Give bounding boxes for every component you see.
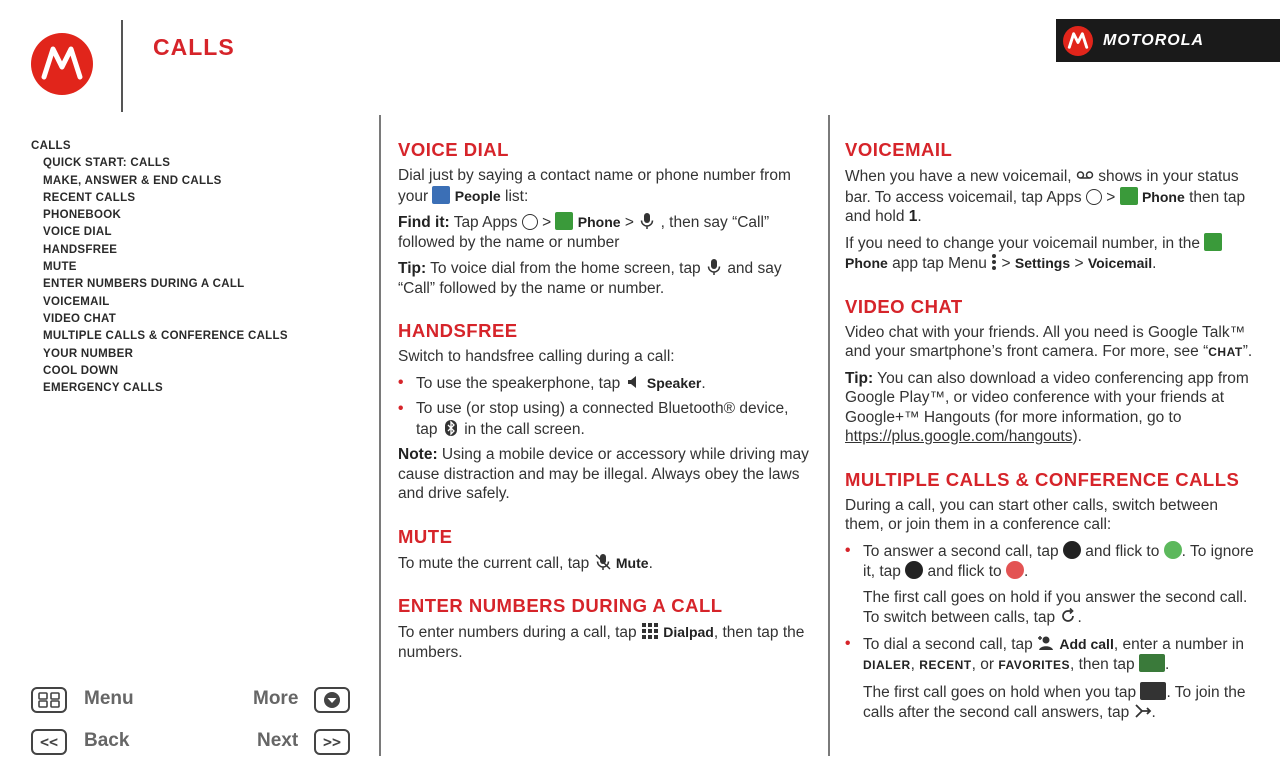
list-item — [845, 541, 1260, 582]
merge-calls-icon — [1134, 702, 1152, 720]
chevron-down-icon — [322, 690, 342, 710]
tip-label: Tip: — [845, 369, 874, 387]
brand-bar — [1056, 19, 1280, 62]
text: , or — [971, 656, 995, 673]
toc-item-enter-numbers[interactable]: ENTER NUMBERS DURING A CALL — [43, 278, 245, 291]
text: list: — [505, 187, 529, 205]
add-call-icon — [1037, 634, 1055, 652]
text: . To join the calls after the second call answers, tap — [863, 683, 1246, 721]
motorola-mini-logo — [1063, 26, 1093, 56]
chat-link[interactable]: CHAT — [1208, 345, 1243, 359]
brand-name: MOTOROLA — [1103, 31, 1205, 49]
menu-label[interactable]: Menu — [84, 688, 134, 709]
microphone-icon — [638, 212, 656, 230]
settings-label: Settings — [1014, 255, 1071, 271]
text: , then tap the numbers. — [398, 624, 805, 661]
section-heading: HANDSFREE — [398, 320, 518, 341]
text: . — [701, 374, 706, 392]
tip-label: Tip: — [398, 260, 427, 277]
paragraph: During a call, you can start other calls, switch between them, or join them in a conference call: — [845, 496, 1219, 533]
text: The first call goes on hold if you answer the second call. To switch between calls, tap — [863, 588, 1248, 626]
voicemail-icon — [1076, 166, 1094, 184]
list-item-detail — [845, 588, 1260, 628]
text: . — [917, 208, 922, 225]
text: Tap Apps — [453, 214, 518, 231]
toc-item-video-chat[interactable]: VIDEO CHAT — [43, 312, 117, 325]
column-divider — [379, 115, 381, 756]
paragraph — [845, 233, 1260, 274]
toc-item-voicemail[interactable]: VOICEMAIL — [43, 295, 110, 308]
paragraph — [845, 166, 1260, 227]
toc-item-recent-calls[interactable]: RECENT CALLS — [43, 191, 136, 204]
text: shows in your status bar. To access voicemail, tap Apps — [845, 168, 1239, 206]
toc-item-phonebook[interactable]: PHONEBOOK — [43, 209, 122, 222]
paragraph — [398, 445, 812, 504]
next-button[interactable]: >> — [314, 729, 350, 755]
key-label: 1 — [908, 208, 918, 225]
motorola-logo — [31, 33, 93, 95]
right-column — [845, 138, 1260, 744]
paragraph — [398, 622, 812, 662]
page-title: CALLS — [153, 34, 235, 60]
text: . — [1151, 704, 1156, 721]
text: > — [542, 214, 552, 231]
speaker-label: Speaker — [646, 374, 702, 391]
text: in the call screen. — [464, 420, 585, 438]
section-heading: MUTE — [398, 525, 453, 547]
mute-microphone-icon — [594, 553, 612, 571]
text: then tap and hold — [845, 188, 1246, 225]
answer-call-icon — [1164, 541, 1182, 559]
text: and flick to — [1085, 542, 1160, 560]
section-enter-numbers — [398, 594, 812, 662]
add-call-label: Add call — [1059, 635, 1114, 652]
toc-item-multiple-calls[interactable]: MULTIPLE CALLS & CONFERENCE CALLS — [43, 330, 288, 343]
section-voice-dial — [398, 138, 812, 298]
text: , enter a number in — [1113, 635, 1244, 653]
phone-app-icon — [1120, 187, 1138, 205]
bullet-list — [845, 541, 1260, 723]
next-label[interactable]: Next — [257, 730, 299, 751]
speaker-icon — [625, 373, 643, 391]
text: To mute the current call, tap — [398, 554, 590, 572]
text: Dial just by saying a contact name or phone number from your — [398, 167, 791, 205]
favorites-label: FAVORITES — [998, 658, 1070, 672]
text: and say “Call” followed by the name or number. — [398, 260, 782, 297]
toc-item-make-answer-end[interactable]: MAKE, ANSWER & END CALLS — [43, 174, 222, 187]
dial-call-icon — [1139, 654, 1165, 672]
list-item: • To dial a second call, tap Add call, enter a number in DIALER, RECENT, or FAVORITES, then tap . — [845, 634, 1260, 676]
section-heading: VOICE DIAL — [398, 139, 509, 160]
text: . — [1152, 255, 1157, 272]
paragraph — [398, 553, 812, 574]
text: Video chat with your friends. All you need is Google Talk™ and your smartphone’s front camera. For more, see “ — [845, 323, 1246, 360]
toc-item-voice-dial[interactable]: VOICE DIAL — [43, 226, 112, 239]
apps-icon — [1086, 189, 1102, 205]
list-item — [398, 399, 812, 439]
phone-label: Phone — [577, 214, 621, 230]
text: To voice dial from the home screen, tap — [430, 260, 701, 277]
text: The first call goes on hold when you tap — [863, 683, 1137, 701]
ignore-call-icon — [1006, 561, 1024, 579]
section-multiple-calls — [845, 468, 1260, 723]
table-of-contents — [31, 138, 371, 397]
people-icon — [432, 186, 450, 204]
text: . To ignore it, tap — [863, 542, 1254, 580]
text: If you need to change your voicemail number, in the — [845, 234, 1200, 252]
toc-item-mute[interactable]: MUTE — [43, 261, 77, 274]
phone-app-icon — [555, 212, 573, 230]
text: ). — [1072, 428, 1082, 445]
text: When you have a new voicemail, — [845, 168, 1072, 185]
text: To use (or stop using) a connected Bluetooth® device, tap — [416, 400, 789, 438]
menu-dots-icon — [991, 253, 997, 271]
back-button[interactable]: << — [31, 729, 67, 755]
incoming-call-icon — [1063, 541, 1081, 559]
dialpad-label: Dialpad — [663, 624, 714, 640]
text: > — [1001, 255, 1011, 272]
text: To enter numbers during a call, tap — [398, 624, 637, 641]
list-item — [398, 373, 812, 394]
toc-item-quick-start[interactable]: QUICK START: CALLS — [43, 157, 171, 170]
toc-item-your-number[interactable]: YOUR NUMBER — [43, 347, 134, 360]
section-heading: VOICEMAIL — [845, 139, 953, 160]
apps-icon — [522, 214, 538, 230]
paragraph — [398, 166, 812, 206]
toc-item-cool-down[interactable]: COOL DOWN — [43, 364, 119, 377]
text: To use the speakerphone, tap — [416, 374, 621, 392]
find-it-label: Find it: — [398, 214, 450, 231]
paragraph — [398, 212, 812, 252]
paragraph: Switch to handsfree calling during a call: — [398, 348, 675, 365]
more-label[interactable]: More — [253, 688, 299, 709]
text: > — [1106, 188, 1116, 206]
dialer-label: DIALER — [863, 658, 911, 672]
text: . — [1023, 563, 1029, 580]
text: You can also download a video conferencing app from Google Play™, or video conference with your friends at Google+™ Hangouts (for more information, go to — [845, 369, 1249, 426]
text: app tap Menu — [892, 255, 987, 272]
menu-button[interactable] — [31, 687, 67, 713]
middle-column — [398, 138, 812, 683]
note-label: Note: — [398, 446, 438, 463]
hangouts-link[interactable]: https://plus.google.com/hangouts — [845, 428, 1073, 445]
text: . — [1164, 656, 1170, 673]
back-label[interactable]: Back — [84, 730, 130, 751]
column-divider — [828, 115, 830, 756]
section-handsfree — [398, 319, 812, 504]
recent-label: RECENT — [919, 658, 972, 672]
grid-menu-icon — [37, 692, 61, 708]
paragraph — [398, 258, 812, 298]
voicemail-label: Voicemail — [1087, 255, 1153, 271]
section-voicemail — [845, 138, 1260, 274]
text: . — [648, 554, 653, 572]
toc-item-emergency-calls[interactable]: EMERGENCY CALLS — [43, 382, 163, 395]
text: , then say “Call” followed by the name or number — [398, 214, 770, 251]
text: Using a mobile device or accessory while driving may cause distraction and may be illegal. Always obey the laws and drive safely. — [398, 446, 809, 502]
section-heading: ENTER NUMBERS DURING A CALL — [398, 595, 723, 616]
section-heading: MULTIPLE CALLS & CONFERENCE CALLS — [845, 468, 1240, 490]
list-item-detail — [845, 682, 1260, 723]
dialpad-icon — [641, 622, 659, 640]
swap-calls-icon — [1059, 607, 1077, 625]
text: To dial a second call, tap — [863, 635, 1033, 653]
text: > — [624, 214, 634, 231]
phone-label: Phone — [1141, 188, 1185, 205]
toc-item-handsfree[interactable]: HANDSFREE — [43, 243, 118, 256]
mute-label: Mute — [615, 554, 649, 571]
section-heading: VIDEO CHAT — [845, 295, 963, 317]
toc-item-calls[interactable]: CALLS — [31, 140, 71, 152]
text: , then tap — [1069, 656, 1135, 673]
phone-app-icon — [1204, 233, 1222, 251]
header-divider — [121, 20, 123, 112]
bullet-list — [398, 373, 812, 440]
people-label: People — [454, 187, 501, 204]
text: ”. — [1242, 343, 1253, 360]
section-mute — [398, 525, 812, 574]
section-video-chat — [845, 295, 1260, 447]
phone-label: Phone — [845, 255, 888, 271]
more-button[interactable] — [314, 687, 350, 713]
text: and flick to — [927, 563, 1002, 580]
text: To answer a second call, tap — [863, 542, 1059, 560]
microphone-icon — [705, 258, 723, 276]
bluetooth-icon — [442, 419, 460, 437]
paragraph — [845, 323, 1260, 363]
text: . — [1077, 609, 1082, 626]
paragraph — [845, 369, 1260, 447]
text: > — [1074, 255, 1084, 272]
incoming-call-icon — [905, 561, 923, 579]
hold-call-icon — [1140, 682, 1166, 700]
